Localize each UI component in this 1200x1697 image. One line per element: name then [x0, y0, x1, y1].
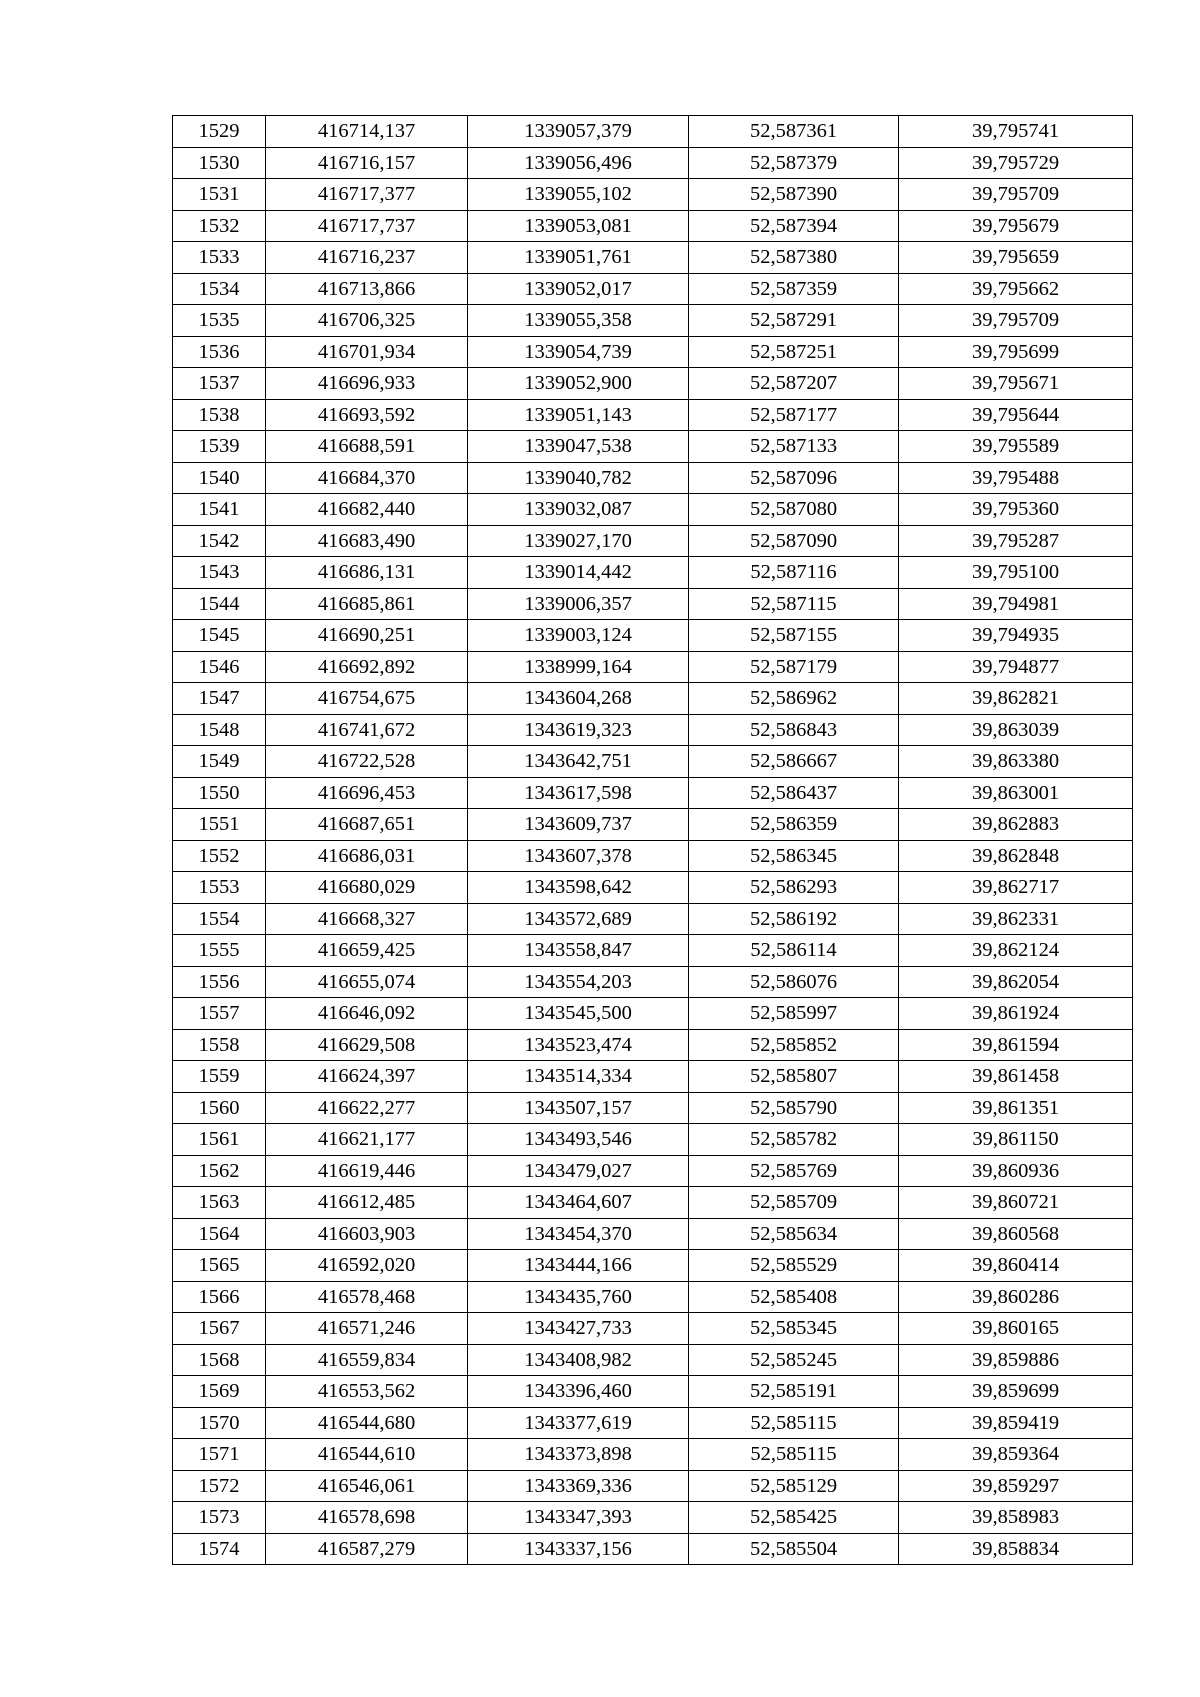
x-coordinate-cell: 416713,866 — [266, 273, 468, 305]
table-row — [173, 431, 1133, 463]
table-row — [173, 1502, 1133, 1534]
point-number-cell: 1546 — [173, 651, 266, 683]
table-row — [173, 1439, 1133, 1471]
table-row — [173, 872, 1133, 904]
x-coordinate-cell: 416603,903 — [266, 1218, 468, 1250]
x-coordinate-cell: 416621,177 — [266, 1124, 468, 1156]
point-number-cell: 1551 — [173, 809, 266, 841]
longitude-cell: 39,795287 — [899, 525, 1133, 557]
y-coordinate-cell: 1339003,124 — [468, 620, 689, 652]
x-coordinate-cell: 416612,485 — [266, 1187, 468, 1219]
y-coordinate-cell: 1339053,081 — [468, 210, 689, 242]
point-number-cell: 1554 — [173, 903, 266, 935]
point-number-cell: 1567 — [173, 1313, 266, 1345]
table-row — [173, 273, 1133, 305]
y-coordinate-cell: 1339006,357 — [468, 588, 689, 620]
longitude-cell: 39,795659 — [899, 242, 1133, 274]
point-number-cell: 1564 — [173, 1218, 266, 1250]
x-coordinate-cell: 416646,092 — [266, 998, 468, 1030]
table-row — [173, 651, 1133, 683]
latitude-cell: 52,587380 — [689, 242, 899, 274]
point-number-cell: 1572 — [173, 1470, 266, 1502]
x-coordinate-cell: 416659,425 — [266, 935, 468, 967]
x-coordinate-cell: 416655,074 — [266, 966, 468, 998]
latitude-cell: 52,585634 — [689, 1218, 899, 1250]
x-coordinate-cell: 416546,061 — [266, 1470, 468, 1502]
latitude-cell: 52,587207 — [689, 368, 899, 400]
latitude-cell: 52,586667 — [689, 746, 899, 778]
latitude-cell: 52,587116 — [689, 557, 899, 589]
latitude-cell: 52,585769 — [689, 1155, 899, 1187]
x-coordinate-cell: 416696,933 — [266, 368, 468, 400]
longitude-cell: 39,860414 — [899, 1250, 1133, 1282]
table-row — [173, 746, 1133, 778]
y-coordinate-cell: 1339014,442 — [468, 557, 689, 589]
table-row — [173, 179, 1133, 211]
point-number-cell: 1566 — [173, 1281, 266, 1313]
longitude-cell: 39,862717 — [899, 872, 1133, 904]
y-coordinate-cell: 1343598,642 — [468, 872, 689, 904]
latitude-cell: 52,587090 — [689, 525, 899, 557]
table-row — [173, 777, 1133, 809]
point-number-cell: 1537 — [173, 368, 266, 400]
y-coordinate-cell: 1343572,689 — [468, 903, 689, 935]
longitude-cell: 39,862883 — [899, 809, 1133, 841]
latitude-cell: 52,586843 — [689, 714, 899, 746]
latitude-cell: 52,585504 — [689, 1533, 899, 1565]
point-number-cell: 1560 — [173, 1092, 266, 1124]
longitude-cell: 39,795729 — [899, 147, 1133, 179]
point-number-cell: 1540 — [173, 462, 266, 494]
longitude-cell: 39,859886 — [899, 1344, 1133, 1376]
y-coordinate-cell: 1339055,102 — [468, 179, 689, 211]
longitude-cell: 39,860568 — [899, 1218, 1133, 1250]
y-coordinate-cell: 1343493,546 — [468, 1124, 689, 1156]
point-number-cell: 1573 — [173, 1502, 266, 1534]
longitude-cell: 39,862124 — [899, 935, 1133, 967]
table-row — [173, 998, 1133, 1030]
longitude-cell: 39,795741 — [899, 116, 1133, 148]
x-coordinate-cell: 416683,490 — [266, 525, 468, 557]
latitude-cell: 52,585807 — [689, 1061, 899, 1093]
longitude-cell: 39,860165 — [899, 1313, 1133, 1345]
point-number-cell: 1558 — [173, 1029, 266, 1061]
y-coordinate-cell: 1339040,782 — [468, 462, 689, 494]
point-number-cell: 1545 — [173, 620, 266, 652]
point-number-cell: 1561 — [173, 1124, 266, 1156]
point-number-cell: 1541 — [173, 494, 266, 526]
table-row — [173, 1029, 1133, 1061]
y-coordinate-cell: 1343514,334 — [468, 1061, 689, 1093]
latitude-cell: 52,585345 — [689, 1313, 899, 1345]
y-coordinate-cell: 1339056,496 — [468, 147, 689, 179]
point-number-cell: 1570 — [173, 1407, 266, 1439]
latitude-cell: 52,587251 — [689, 336, 899, 368]
x-coordinate-cell: 416692,892 — [266, 651, 468, 683]
latitude-cell: 52,585997 — [689, 998, 899, 1030]
latitude-cell: 52,585408 — [689, 1281, 899, 1313]
y-coordinate-cell: 1343464,607 — [468, 1187, 689, 1219]
point-number-cell: 1555 — [173, 935, 266, 967]
y-coordinate-cell: 1343396,460 — [468, 1376, 689, 1408]
latitude-cell: 52,586345 — [689, 840, 899, 872]
latitude-cell: 52,585191 — [689, 1376, 899, 1408]
longitude-cell: 39,859419 — [899, 1407, 1133, 1439]
point-number-cell: 1568 — [173, 1344, 266, 1376]
latitude-cell: 52,585425 — [689, 1502, 899, 1534]
table-row — [173, 1187, 1133, 1219]
table-row — [173, 1155, 1133, 1187]
x-coordinate-cell: 416680,029 — [266, 872, 468, 904]
table-row — [173, 1470, 1133, 1502]
latitude-cell: 52,585529 — [689, 1250, 899, 1282]
table-row — [173, 368, 1133, 400]
longitude-cell: 39,861458 — [899, 1061, 1133, 1093]
coordinates-table — [172, 115, 1133, 1565]
y-coordinate-cell: 1339055,358 — [468, 305, 689, 337]
point-number-cell: 1571 — [173, 1439, 266, 1471]
point-number-cell: 1557 — [173, 998, 266, 1030]
x-coordinate-cell: 416688,591 — [266, 431, 468, 463]
longitude-cell: 39,860721 — [899, 1187, 1133, 1219]
table-row — [173, 1061, 1133, 1093]
table-row — [173, 462, 1133, 494]
point-number-cell: 1552 — [173, 840, 266, 872]
point-number-cell: 1559 — [173, 1061, 266, 1093]
table-row — [173, 935, 1133, 967]
latitude-cell: 52,586076 — [689, 966, 899, 998]
table-row — [173, 336, 1133, 368]
table-row — [173, 147, 1133, 179]
table-row — [173, 1407, 1133, 1439]
y-coordinate-cell: 1343377,619 — [468, 1407, 689, 1439]
latitude-cell: 52,587390 — [689, 179, 899, 211]
table-row — [173, 1376, 1133, 1408]
latitude-cell: 52,585129 — [689, 1470, 899, 1502]
y-coordinate-cell: 1339054,739 — [468, 336, 689, 368]
longitude-cell: 39,795589 — [899, 431, 1133, 463]
latitude-cell: 52,586437 — [689, 777, 899, 809]
y-coordinate-cell: 1343408,982 — [468, 1344, 689, 1376]
longitude-cell: 39,795709 — [899, 179, 1133, 211]
y-coordinate-cell: 1343444,166 — [468, 1250, 689, 1282]
y-coordinate-cell: 1338999,164 — [468, 651, 689, 683]
y-coordinate-cell: 1343619,323 — [468, 714, 689, 746]
y-coordinate-cell: 1343545,500 — [468, 998, 689, 1030]
table-row — [173, 494, 1133, 526]
y-coordinate-cell: 1339051,761 — [468, 242, 689, 274]
longitude-cell: 39,863380 — [899, 746, 1133, 778]
point-number-cell: 1539 — [173, 431, 266, 463]
longitude-cell: 39,795699 — [899, 336, 1133, 368]
table-row — [173, 1092, 1133, 1124]
latitude-cell: 52,587291 — [689, 305, 899, 337]
table-row — [173, 399, 1133, 431]
y-coordinate-cell: 1343507,157 — [468, 1092, 689, 1124]
y-coordinate-cell: 1343607,378 — [468, 840, 689, 872]
point-number-cell: 1556 — [173, 966, 266, 998]
point-number-cell: 1563 — [173, 1187, 266, 1219]
table-row — [173, 588, 1133, 620]
latitude-cell: 52,586293 — [689, 872, 899, 904]
longitude-cell: 39,862331 — [899, 903, 1133, 935]
longitude-cell: 39,859699 — [899, 1376, 1133, 1408]
longitude-cell: 39,861351 — [899, 1092, 1133, 1124]
point-number-cell: 1550 — [173, 777, 266, 809]
point-number-cell: 1531 — [173, 179, 266, 211]
table-row — [173, 1250, 1133, 1282]
y-coordinate-cell: 1339047,538 — [468, 431, 689, 463]
longitude-cell: 39,795709 — [899, 305, 1133, 337]
table-row — [173, 966, 1133, 998]
latitude-cell: 52,587155 — [689, 620, 899, 652]
table-row — [173, 1533, 1133, 1565]
x-coordinate-cell: 416690,251 — [266, 620, 468, 652]
point-number-cell: 1562 — [173, 1155, 266, 1187]
x-coordinate-cell: 416701,934 — [266, 336, 468, 368]
y-coordinate-cell: 1339027,170 — [468, 525, 689, 557]
latitude-cell: 52,587096 — [689, 462, 899, 494]
latitude-cell: 52,587080 — [689, 494, 899, 526]
longitude-cell: 39,795662 — [899, 273, 1133, 305]
coordinates-table-body — [173, 116, 1133, 1565]
latitude-cell: 52,586962 — [689, 683, 899, 715]
longitude-cell: 39,860286 — [899, 1281, 1133, 1313]
x-coordinate-cell: 416722,528 — [266, 746, 468, 778]
y-coordinate-cell: 1343347,393 — [468, 1502, 689, 1534]
latitude-cell: 52,585790 — [689, 1092, 899, 1124]
latitude-cell: 52,585115 — [689, 1439, 899, 1471]
latitude-cell: 52,586359 — [689, 809, 899, 841]
x-coordinate-cell: 416716,157 — [266, 147, 468, 179]
table-row — [173, 1281, 1133, 1313]
latitude-cell: 52,587133 — [689, 431, 899, 463]
x-coordinate-cell: 416544,680 — [266, 1407, 468, 1439]
x-coordinate-cell: 416553,562 — [266, 1376, 468, 1408]
longitude-cell: 39,859364 — [899, 1439, 1133, 1471]
y-coordinate-cell: 1343617,598 — [468, 777, 689, 809]
x-coordinate-cell: 416622,277 — [266, 1092, 468, 1124]
table-row — [173, 903, 1133, 935]
point-number-cell: 1534 — [173, 273, 266, 305]
x-coordinate-cell: 416714,137 — [266, 116, 468, 148]
table-row — [173, 1313, 1133, 1345]
x-coordinate-cell: 416685,861 — [266, 588, 468, 620]
point-number-cell: 1533 — [173, 242, 266, 274]
table-row — [173, 840, 1133, 872]
x-coordinate-cell: 416754,675 — [266, 683, 468, 715]
x-coordinate-cell: 416686,031 — [266, 840, 468, 872]
x-coordinate-cell: 416544,610 — [266, 1439, 468, 1471]
x-coordinate-cell: 416693,592 — [266, 399, 468, 431]
latitude-cell: 52,587379 — [689, 147, 899, 179]
point-number-cell: 1565 — [173, 1250, 266, 1282]
longitude-cell: 39,861594 — [899, 1029, 1133, 1061]
table-row — [173, 210, 1133, 242]
x-coordinate-cell: 416717,737 — [266, 210, 468, 242]
latitude-cell: 52,586192 — [689, 903, 899, 935]
y-coordinate-cell: 1343435,760 — [468, 1281, 689, 1313]
x-coordinate-cell: 416578,698 — [266, 1502, 468, 1534]
longitude-cell: 39,794935 — [899, 620, 1133, 652]
y-coordinate-cell: 1339032,087 — [468, 494, 689, 526]
point-number-cell: 1538 — [173, 399, 266, 431]
y-coordinate-cell: 1343609,737 — [468, 809, 689, 841]
x-coordinate-cell: 416559,834 — [266, 1344, 468, 1376]
latitude-cell: 52,585782 — [689, 1124, 899, 1156]
table-row — [173, 305, 1133, 337]
longitude-cell: 39,795100 — [899, 557, 1133, 589]
y-coordinate-cell: 1343337,156 — [468, 1533, 689, 1565]
y-coordinate-cell: 1339051,143 — [468, 399, 689, 431]
longitude-cell: 39,795644 — [899, 399, 1133, 431]
y-coordinate-cell: 1343558,847 — [468, 935, 689, 967]
x-coordinate-cell: 416687,651 — [266, 809, 468, 841]
latitude-cell: 52,587361 — [689, 116, 899, 148]
table-row — [173, 683, 1133, 715]
y-coordinate-cell: 1343642,751 — [468, 746, 689, 778]
point-number-cell: 1553 — [173, 872, 266, 904]
table-row — [173, 1124, 1133, 1156]
table-row — [173, 620, 1133, 652]
y-coordinate-cell: 1343454,370 — [468, 1218, 689, 1250]
latitude-cell: 52,587177 — [689, 399, 899, 431]
point-number-cell: 1569 — [173, 1376, 266, 1408]
longitude-cell: 39,794877 — [899, 651, 1133, 683]
table-row — [173, 242, 1133, 274]
longitude-cell: 39,862848 — [899, 840, 1133, 872]
longitude-cell: 39,863039 — [899, 714, 1133, 746]
point-number-cell: 1548 — [173, 714, 266, 746]
longitude-cell: 39,858983 — [899, 1502, 1133, 1534]
latitude-cell: 52,585245 — [689, 1344, 899, 1376]
latitude-cell: 52,585709 — [689, 1187, 899, 1219]
point-number-cell: 1544 — [173, 588, 266, 620]
point-number-cell: 1549 — [173, 746, 266, 778]
x-coordinate-cell: 416741,672 — [266, 714, 468, 746]
table-row — [173, 809, 1133, 841]
table-row — [173, 525, 1133, 557]
x-coordinate-cell: 416629,508 — [266, 1029, 468, 1061]
latitude-cell: 52,585852 — [689, 1029, 899, 1061]
x-coordinate-cell: 416592,020 — [266, 1250, 468, 1282]
point-number-cell: 1529 — [173, 116, 266, 148]
x-coordinate-cell: 416682,440 — [266, 494, 468, 526]
latitude-cell: 52,587179 — [689, 651, 899, 683]
latitude-cell: 52,585115 — [689, 1407, 899, 1439]
x-coordinate-cell: 416578,468 — [266, 1281, 468, 1313]
x-coordinate-cell: 416624,397 — [266, 1061, 468, 1093]
table-row — [173, 714, 1133, 746]
longitude-cell: 39,794981 — [899, 588, 1133, 620]
point-number-cell: 1543 — [173, 557, 266, 589]
y-coordinate-cell: 1339052,017 — [468, 273, 689, 305]
table-row — [173, 116, 1133, 148]
y-coordinate-cell: 1343479,027 — [468, 1155, 689, 1187]
point-number-cell: 1536 — [173, 336, 266, 368]
y-coordinate-cell: 1343427,733 — [468, 1313, 689, 1345]
x-coordinate-cell: 416706,325 — [266, 305, 468, 337]
x-coordinate-cell: 416587,279 — [266, 1533, 468, 1565]
latitude-cell: 52,587359 — [689, 273, 899, 305]
longitude-cell: 39,861924 — [899, 998, 1133, 1030]
point-number-cell: 1532 — [173, 210, 266, 242]
longitude-cell: 39,795671 — [899, 368, 1133, 400]
longitude-cell: 39,795488 — [899, 462, 1133, 494]
y-coordinate-cell: 1343373,898 — [468, 1439, 689, 1471]
latitude-cell: 52,587115 — [689, 588, 899, 620]
y-coordinate-cell: 1343554,203 — [468, 966, 689, 998]
x-coordinate-cell: 416684,370 — [266, 462, 468, 494]
latitude-cell: 52,586114 — [689, 935, 899, 967]
point-number-cell: 1542 — [173, 525, 266, 557]
x-coordinate-cell: 416619,446 — [266, 1155, 468, 1187]
longitude-cell: 39,795360 — [899, 494, 1133, 526]
longitude-cell: 39,859297 — [899, 1470, 1133, 1502]
y-coordinate-cell: 1343604,268 — [468, 683, 689, 715]
x-coordinate-cell: 416571,246 — [266, 1313, 468, 1345]
longitude-cell: 39,863001 — [899, 777, 1133, 809]
table-row — [173, 1218, 1133, 1250]
point-number-cell: 1547 — [173, 683, 266, 715]
longitude-cell: 39,858834 — [899, 1533, 1133, 1565]
x-coordinate-cell: 416716,237 — [266, 242, 468, 274]
longitude-cell: 39,862054 — [899, 966, 1133, 998]
x-coordinate-cell: 416668,327 — [266, 903, 468, 935]
latitude-cell: 52,587394 — [689, 210, 899, 242]
point-number-cell: 1530 — [173, 147, 266, 179]
table-row — [173, 1344, 1133, 1376]
y-coordinate-cell: 1343523,474 — [468, 1029, 689, 1061]
x-coordinate-cell: 416686,131 — [266, 557, 468, 589]
y-coordinate-cell: 1339052,900 — [468, 368, 689, 400]
point-number-cell: 1574 — [173, 1533, 266, 1565]
table-row — [173, 557, 1133, 589]
longitude-cell: 39,795679 — [899, 210, 1133, 242]
y-coordinate-cell: 1343369,336 — [468, 1470, 689, 1502]
point-number-cell: 1535 — [173, 305, 266, 337]
x-coordinate-cell: 416717,377 — [266, 179, 468, 211]
x-coordinate-cell: 416696,453 — [266, 777, 468, 809]
y-coordinate-cell: 1339057,379 — [468, 116, 689, 148]
longitude-cell: 39,862821 — [899, 683, 1133, 715]
longitude-cell: 39,861150 — [899, 1124, 1133, 1156]
longitude-cell: 39,860936 — [899, 1155, 1133, 1187]
